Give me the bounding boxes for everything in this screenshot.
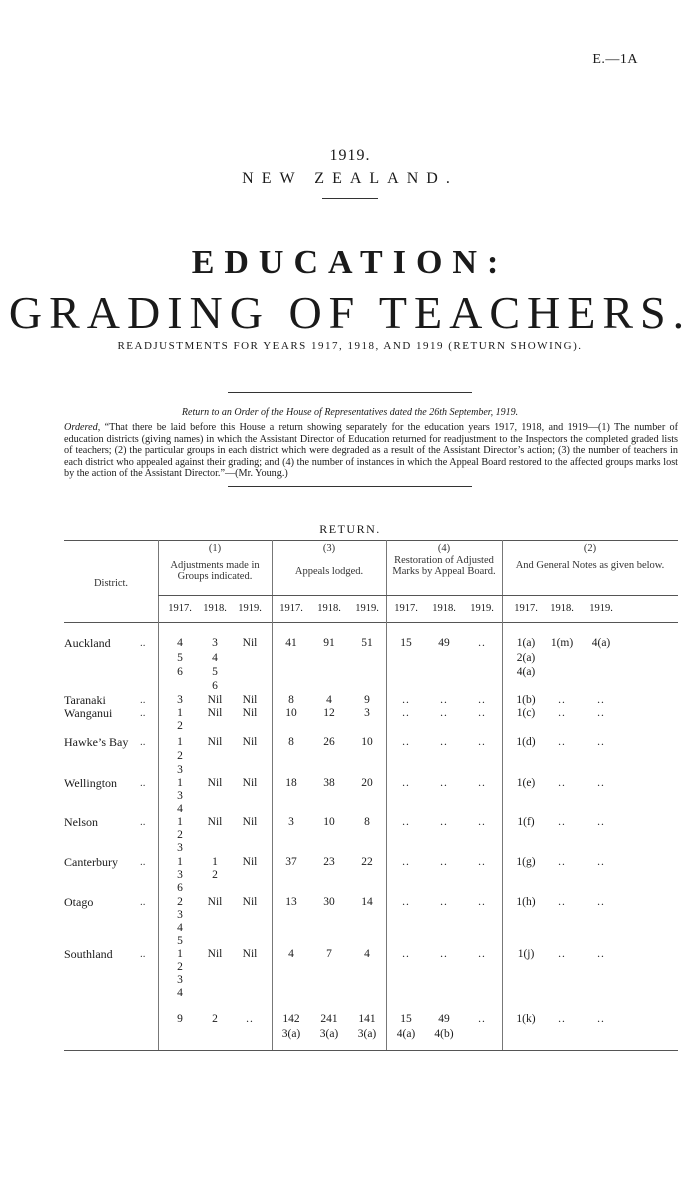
- table-cell: Nil: [242, 948, 258, 960]
- table-cell: ..: [440, 736, 448, 748]
- table-cell: 8: [288, 694, 294, 706]
- table-cell: 3: [177, 764, 183, 776]
- table-cell: ..: [597, 856, 605, 868]
- table-cell: ..: [597, 694, 605, 706]
- table-cell: 1: [177, 736, 183, 748]
- leader-dots: ..: [140, 816, 146, 828]
- table-cell: ..: [558, 777, 566, 789]
- table-cell: 1(d): [516, 736, 536, 748]
- district-name: Southland: [64, 947, 113, 961]
- table-cell: 2: [212, 869, 218, 881]
- table-cell: 4: [326, 694, 332, 706]
- table-cell: Nil: [207, 777, 223, 789]
- table-cell: 37: [285, 856, 297, 868]
- table-cell: Nil: [207, 816, 223, 828]
- table-divider-1: [158, 540, 159, 1050]
- table-cell: Nil: [207, 707, 223, 719]
- table-cell: ..: [558, 948, 566, 960]
- table-cell: Nil: [207, 736, 223, 748]
- table-cell: 4: [177, 803, 183, 815]
- table-divider-2: [272, 540, 273, 1050]
- table-cell: 12: [323, 707, 335, 719]
- table-header-bottom-rule: [64, 622, 678, 623]
- table-cell: ..: [597, 816, 605, 828]
- table-cell: ..: [478, 1013, 486, 1025]
- district-name: Otago: [64, 895, 94, 909]
- table-cell: ..: [597, 736, 605, 748]
- year-header-cell: 1918.: [203, 603, 227, 614]
- table-cell: 10: [323, 816, 335, 828]
- table-cell: 51: [361, 637, 373, 649]
- table-cell: 2: [177, 961, 183, 973]
- table-cell: 14: [361, 896, 373, 908]
- group-4-label: Restoration of Adjusted Marks by Appeal Board.: [392, 555, 496, 577]
- leader-dots: ..: [140, 856, 146, 868]
- table-cell: ..: [402, 856, 410, 868]
- year-header-cell: 1918.: [432, 603, 456, 614]
- return-order-line: Return to an Order of the House of Representatives dated the 26th September, 1919.: [181, 407, 519, 418]
- table-cell: 4: [212, 652, 218, 664]
- ordered-text: “That there be laid before this House a return showing separately for the education years 1917, 1918, and 1919—(1) The number of education districts (giving names) in which the Assistant Director of Education returned for readjustment to the Inspectors the completed graded lists of teachers; (2) the particular groups in each district which were degraded as a result of the Assistant Director’s action; (3) the number of teachers in each district who appealed against their grading; and (4) the number of instances in which the Appeal Board restored to the affected groups marks lost by the action of the Assistant Director.”—(Mr. Young.): [64, 422, 678, 479]
- table-cell: 3: [177, 869, 183, 881]
- table-cell: 3: [177, 790, 183, 802]
- leader-dots: ..: [140, 896, 146, 908]
- year-header-cell: 1917.: [394, 603, 418, 614]
- table-cell: 3(a): [357, 1028, 377, 1040]
- district-name: Auckland: [64, 636, 111, 650]
- group-header-rule: [158, 595, 678, 596]
- table-cell: Nil: [242, 777, 258, 789]
- table-cell: 4: [288, 948, 294, 960]
- table-cell: 3: [364, 707, 370, 719]
- table-cell: ..: [478, 948, 486, 960]
- year-header-cell: 1919.: [355, 603, 379, 614]
- district-column-header: District.: [93, 578, 129, 589]
- table-cell: 15: [400, 637, 412, 649]
- table-cell: 1(f): [517, 816, 535, 828]
- table-cell: 8: [364, 816, 370, 828]
- table-cell: 9: [177, 1013, 183, 1025]
- group-1-label: Adjustments made in Groups indicated.: [170, 560, 260, 582]
- leader-dots: ..: [140, 694, 146, 706]
- table-cell: ..: [558, 1013, 566, 1025]
- table-cell: ..: [478, 896, 486, 908]
- year-header-cell: 1919.: [589, 603, 613, 614]
- group-3-number: (3): [322, 543, 336, 554]
- year-header-cell: 1918.: [317, 603, 341, 614]
- table-cell: 4: [364, 948, 370, 960]
- table-cell: 13: [285, 896, 297, 908]
- table-cell: 49: [438, 1013, 450, 1025]
- table-cell: 1(h): [516, 896, 536, 908]
- table-cell: Nil: [242, 816, 258, 828]
- table-cell: 5: [177, 935, 183, 947]
- table-cell: 142: [282, 1013, 300, 1025]
- table-cell: Nil: [242, 856, 258, 868]
- table-cell: ..: [478, 707, 486, 719]
- table-cell: ..: [440, 948, 448, 960]
- table-cell: 49: [438, 637, 450, 649]
- table-cell: 6: [212, 680, 218, 692]
- table-cell: ..: [597, 777, 605, 789]
- table-cell: 1(m): [550, 637, 574, 649]
- table-cell: ..: [440, 816, 448, 828]
- table-cell: ..: [402, 707, 410, 719]
- table-cell: 1(k): [516, 1013, 536, 1025]
- table-cell: 6: [177, 666, 183, 678]
- table-cell: 3: [288, 816, 294, 828]
- table-bottom-rule: [64, 1050, 678, 1051]
- table-cell: ..: [440, 694, 448, 706]
- table-cell: Nil: [242, 736, 258, 748]
- table-cell: 4(a): [516, 666, 536, 678]
- group-4-number: (4): [437, 543, 451, 554]
- table-cell: ..: [440, 896, 448, 908]
- table-cell: 38: [323, 777, 335, 789]
- table-cell: 9: [364, 694, 370, 706]
- table-cell: 1: [212, 856, 218, 868]
- table-cell: 7: [326, 948, 332, 960]
- leader-dots: ..: [140, 948, 146, 960]
- leader-dots: ..: [140, 736, 146, 748]
- year-header-cell: 1917.: [168, 603, 192, 614]
- table-cell: 1: [177, 777, 183, 789]
- table-cell: Nil: [242, 896, 258, 908]
- table-cell: 1(j): [517, 948, 535, 960]
- table-cell: ..: [597, 1013, 605, 1025]
- table-cell: ..: [440, 856, 448, 868]
- table-cell: 1: [177, 856, 183, 868]
- table-cell: ..: [440, 777, 448, 789]
- table-cell: 4(b): [434, 1028, 454, 1040]
- table-cell: 22: [361, 856, 373, 868]
- table-cell: ..: [478, 777, 486, 789]
- district-name: Hawke’s Bay: [64, 735, 129, 749]
- district-name: Canterbury: [64, 855, 118, 869]
- table-cell: 1: [177, 816, 183, 828]
- table-cell: Nil: [242, 694, 258, 706]
- leader-dots: ..: [140, 777, 146, 789]
- table-cell: 3(a): [319, 1028, 339, 1040]
- table-cell: ..: [246, 1013, 254, 1025]
- table-cell: ..: [402, 948, 410, 960]
- district-name: Taranaki: [64, 693, 106, 707]
- table-cell: 30: [323, 896, 335, 908]
- ordered-label: Ordered,: [64, 422, 101, 433]
- leader-dots: ..: [140, 637, 146, 649]
- table-cell: ..: [402, 896, 410, 908]
- table-cell: 2(a): [516, 652, 536, 664]
- document-subtitle-main: GRADING OF TEACHERS.: [8, 287, 692, 338]
- table-cell: Nil: [207, 948, 223, 960]
- table-cell: 1(b): [516, 694, 536, 706]
- table-cell: Nil: [207, 896, 223, 908]
- table-cell: ..: [402, 736, 410, 748]
- table-cell: ..: [558, 707, 566, 719]
- table-cell: 3: [177, 909, 183, 921]
- country-name: NEW ZEALAND.: [242, 170, 458, 187]
- table-cell: 4: [177, 987, 183, 999]
- table-cell: ..: [478, 637, 486, 649]
- table-cell: ..: [478, 856, 486, 868]
- table-cell: ..: [478, 694, 486, 706]
- table-cell: 3(a): [281, 1028, 301, 1040]
- table-cell: ..: [597, 896, 605, 908]
- report-reference: E.—1A: [592, 52, 638, 67]
- district-name: Wellington: [64, 776, 118, 790]
- table-cell: ..: [402, 694, 410, 706]
- table-cell: 2: [177, 896, 183, 908]
- table-cell: ..: [478, 816, 486, 828]
- group-3-label: Appeals lodged.: [294, 566, 364, 577]
- publication-year: 1919.: [329, 147, 371, 164]
- table-cell: ..: [402, 816, 410, 828]
- table-cell: 3: [177, 974, 183, 986]
- district-name: Nelson: [64, 815, 98, 829]
- table-cell: ..: [478, 736, 486, 748]
- intro-top-rule: [228, 392, 472, 393]
- table-cell: 5: [212, 666, 218, 678]
- table-cell: ..: [440, 707, 448, 719]
- table-cell: ..: [597, 707, 605, 719]
- table-cell: 5: [177, 652, 183, 664]
- table-cell: 91: [323, 637, 335, 649]
- table-cell: 4: [177, 637, 183, 649]
- table-cell: 1: [177, 707, 183, 719]
- table-cell: 23: [323, 856, 335, 868]
- table-cell: 18: [285, 777, 297, 789]
- title-divider: [322, 198, 378, 199]
- table-cell: 2: [212, 1013, 218, 1025]
- district-name: Wanganui: [64, 706, 113, 720]
- table-cell: 3: [177, 842, 183, 854]
- table-cell: 241: [320, 1013, 338, 1025]
- table-cell: 10: [285, 707, 297, 719]
- table-cell: ..: [402, 777, 410, 789]
- table-cell: 4(a): [591, 637, 611, 649]
- table-divider-3: [386, 540, 387, 1050]
- table-cell: 20: [361, 777, 373, 789]
- document-title: EDUCATION:: [191, 244, 509, 281]
- group-2-number: (2): [583, 543, 597, 554]
- table-cell: 1(e): [516, 777, 536, 789]
- table-cell: ..: [558, 736, 566, 748]
- table-cell: Nil: [242, 637, 258, 649]
- ordered-paragraph: [64, 422, 678, 480]
- table-cell: ..: [558, 856, 566, 868]
- intro-bottom-rule: [228, 486, 472, 487]
- table-cell: ..: [558, 816, 566, 828]
- table-cell: Nil: [242, 707, 258, 719]
- table-cell: 1: [177, 948, 183, 960]
- table-cell: Nil: [207, 694, 223, 706]
- table-cell: ..: [558, 896, 566, 908]
- table-cell: 3: [177, 694, 183, 706]
- group-2-label: And General Notes as given below.: [515, 560, 665, 571]
- year-header-cell: 1918.: [550, 603, 574, 614]
- group-1-number: (1): [208, 543, 222, 554]
- table-cell: 2: [177, 750, 183, 762]
- table-cell: 4: [177, 922, 183, 934]
- year-header-cell: 1919.: [470, 603, 494, 614]
- table-cell: 6: [177, 882, 183, 894]
- table-cell: 2: [177, 720, 183, 732]
- leader-dots: ..: [140, 707, 146, 719]
- table-cell: 1(c): [516, 707, 536, 719]
- table-top-rule: [64, 540, 678, 541]
- year-header-cell: 1917.: [514, 603, 538, 614]
- table-cell: 26: [323, 736, 335, 748]
- table-cell: 15: [400, 1013, 412, 1025]
- table-cell: 1(g): [516, 856, 536, 868]
- table-cell: 10: [361, 736, 373, 748]
- table-cell: 8: [288, 736, 294, 748]
- table-cell: 2: [177, 829, 183, 841]
- year-header-cell: 1917.: [279, 603, 303, 614]
- table-cell: ..: [558, 694, 566, 706]
- table-cell: ..: [597, 948, 605, 960]
- document-subtitle: READJUSTMENTS FOR YEARS 1917, 1918, AND 1919 (RETURN SHOWING).: [117, 340, 583, 352]
- table-cell: 3: [212, 637, 218, 649]
- table-cell: 141: [358, 1013, 376, 1025]
- table-cell: 1(a): [516, 637, 536, 649]
- year-header-cell: 1919.: [238, 603, 262, 614]
- return-table-title: RETURN.: [319, 522, 381, 536]
- table-divider-4: [502, 540, 503, 1050]
- table-cell: 41: [285, 637, 297, 649]
- table-cell: 4(a): [396, 1028, 416, 1040]
